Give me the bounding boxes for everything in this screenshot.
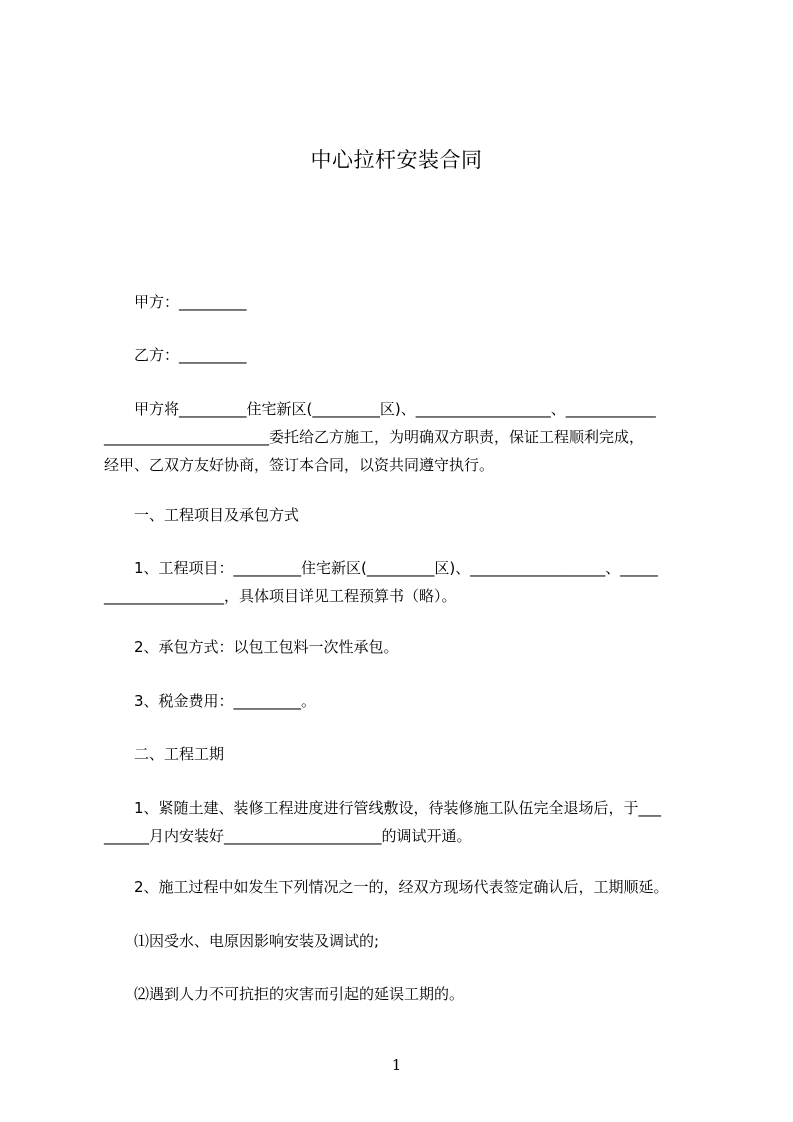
clause-1-1 [104, 554, 704, 610]
intro-paragraph [104, 395, 704, 479]
page-number: 1 [391, 1056, 402, 1074]
text-line: ⑵遇到人力不可抗拒的灾害而引起的延误工期的。 [104, 985, 465, 1003]
section-heading-2 [104, 740, 704, 768]
text-line: ______________________委托给乙方施工，为明确双方职责，保证工程顺利完成， [104, 428, 645, 446]
party-b-line [104, 341, 704, 369]
clause-2-2-item-1 [104, 927, 704, 955]
text-line: 2、承包方式：以包工包料一次性承包。 [104, 638, 399, 656]
text-line: 3、税金费用：_________。 [104, 692, 317, 710]
text-line: 甲方将_________住宅新区(_________区)、__________________、____________ [104, 400, 656, 418]
text-line: 1、工程项目：_________住宅新区(_________区)、__________________、_____ [104, 559, 658, 577]
clause-1-2 [104, 633, 704, 661]
clause-2-2-item-2 [104, 980, 704, 1008]
text-line: ______月内安装好_____________________的调试开通。 [104, 827, 472, 845]
text-line: 乙方：_________ [104, 346, 247, 364]
clause-1-3 [104, 687, 704, 715]
text-line: 甲方：_________ [104, 293, 247, 311]
party-a-line [104, 288, 704, 316]
clause-2-2 [104, 873, 704, 901]
document-title: 中心拉杆安装合同 [310, 148, 483, 172]
text-line: ________________，具体项目详见工程预算书（略）。 [104, 587, 457, 605]
text-line: 1、紧随土建、装修工程进度进行管线敷设，待装修施工队伍完全退场后，于___ [104, 799, 662, 817]
text-line: 经甲、乙双方友好协商，签订本合同，以资共同遵守执行。 [104, 456, 495, 474]
section-heading-1 [104, 501, 704, 529]
text-line: 2、施工过程中如发生下列情况之一的，经双方现场代表签定确认后，工期顺延。 [104, 878, 669, 896]
text-line: 一、工程项目及承包方式 [104, 506, 300, 524]
text-line: 二、工程工期 [104, 745, 225, 763]
clause-2-1 [104, 794, 704, 850]
text-line: ⑴因受水、电原因影响安装及调试的; [104, 932, 380, 950]
